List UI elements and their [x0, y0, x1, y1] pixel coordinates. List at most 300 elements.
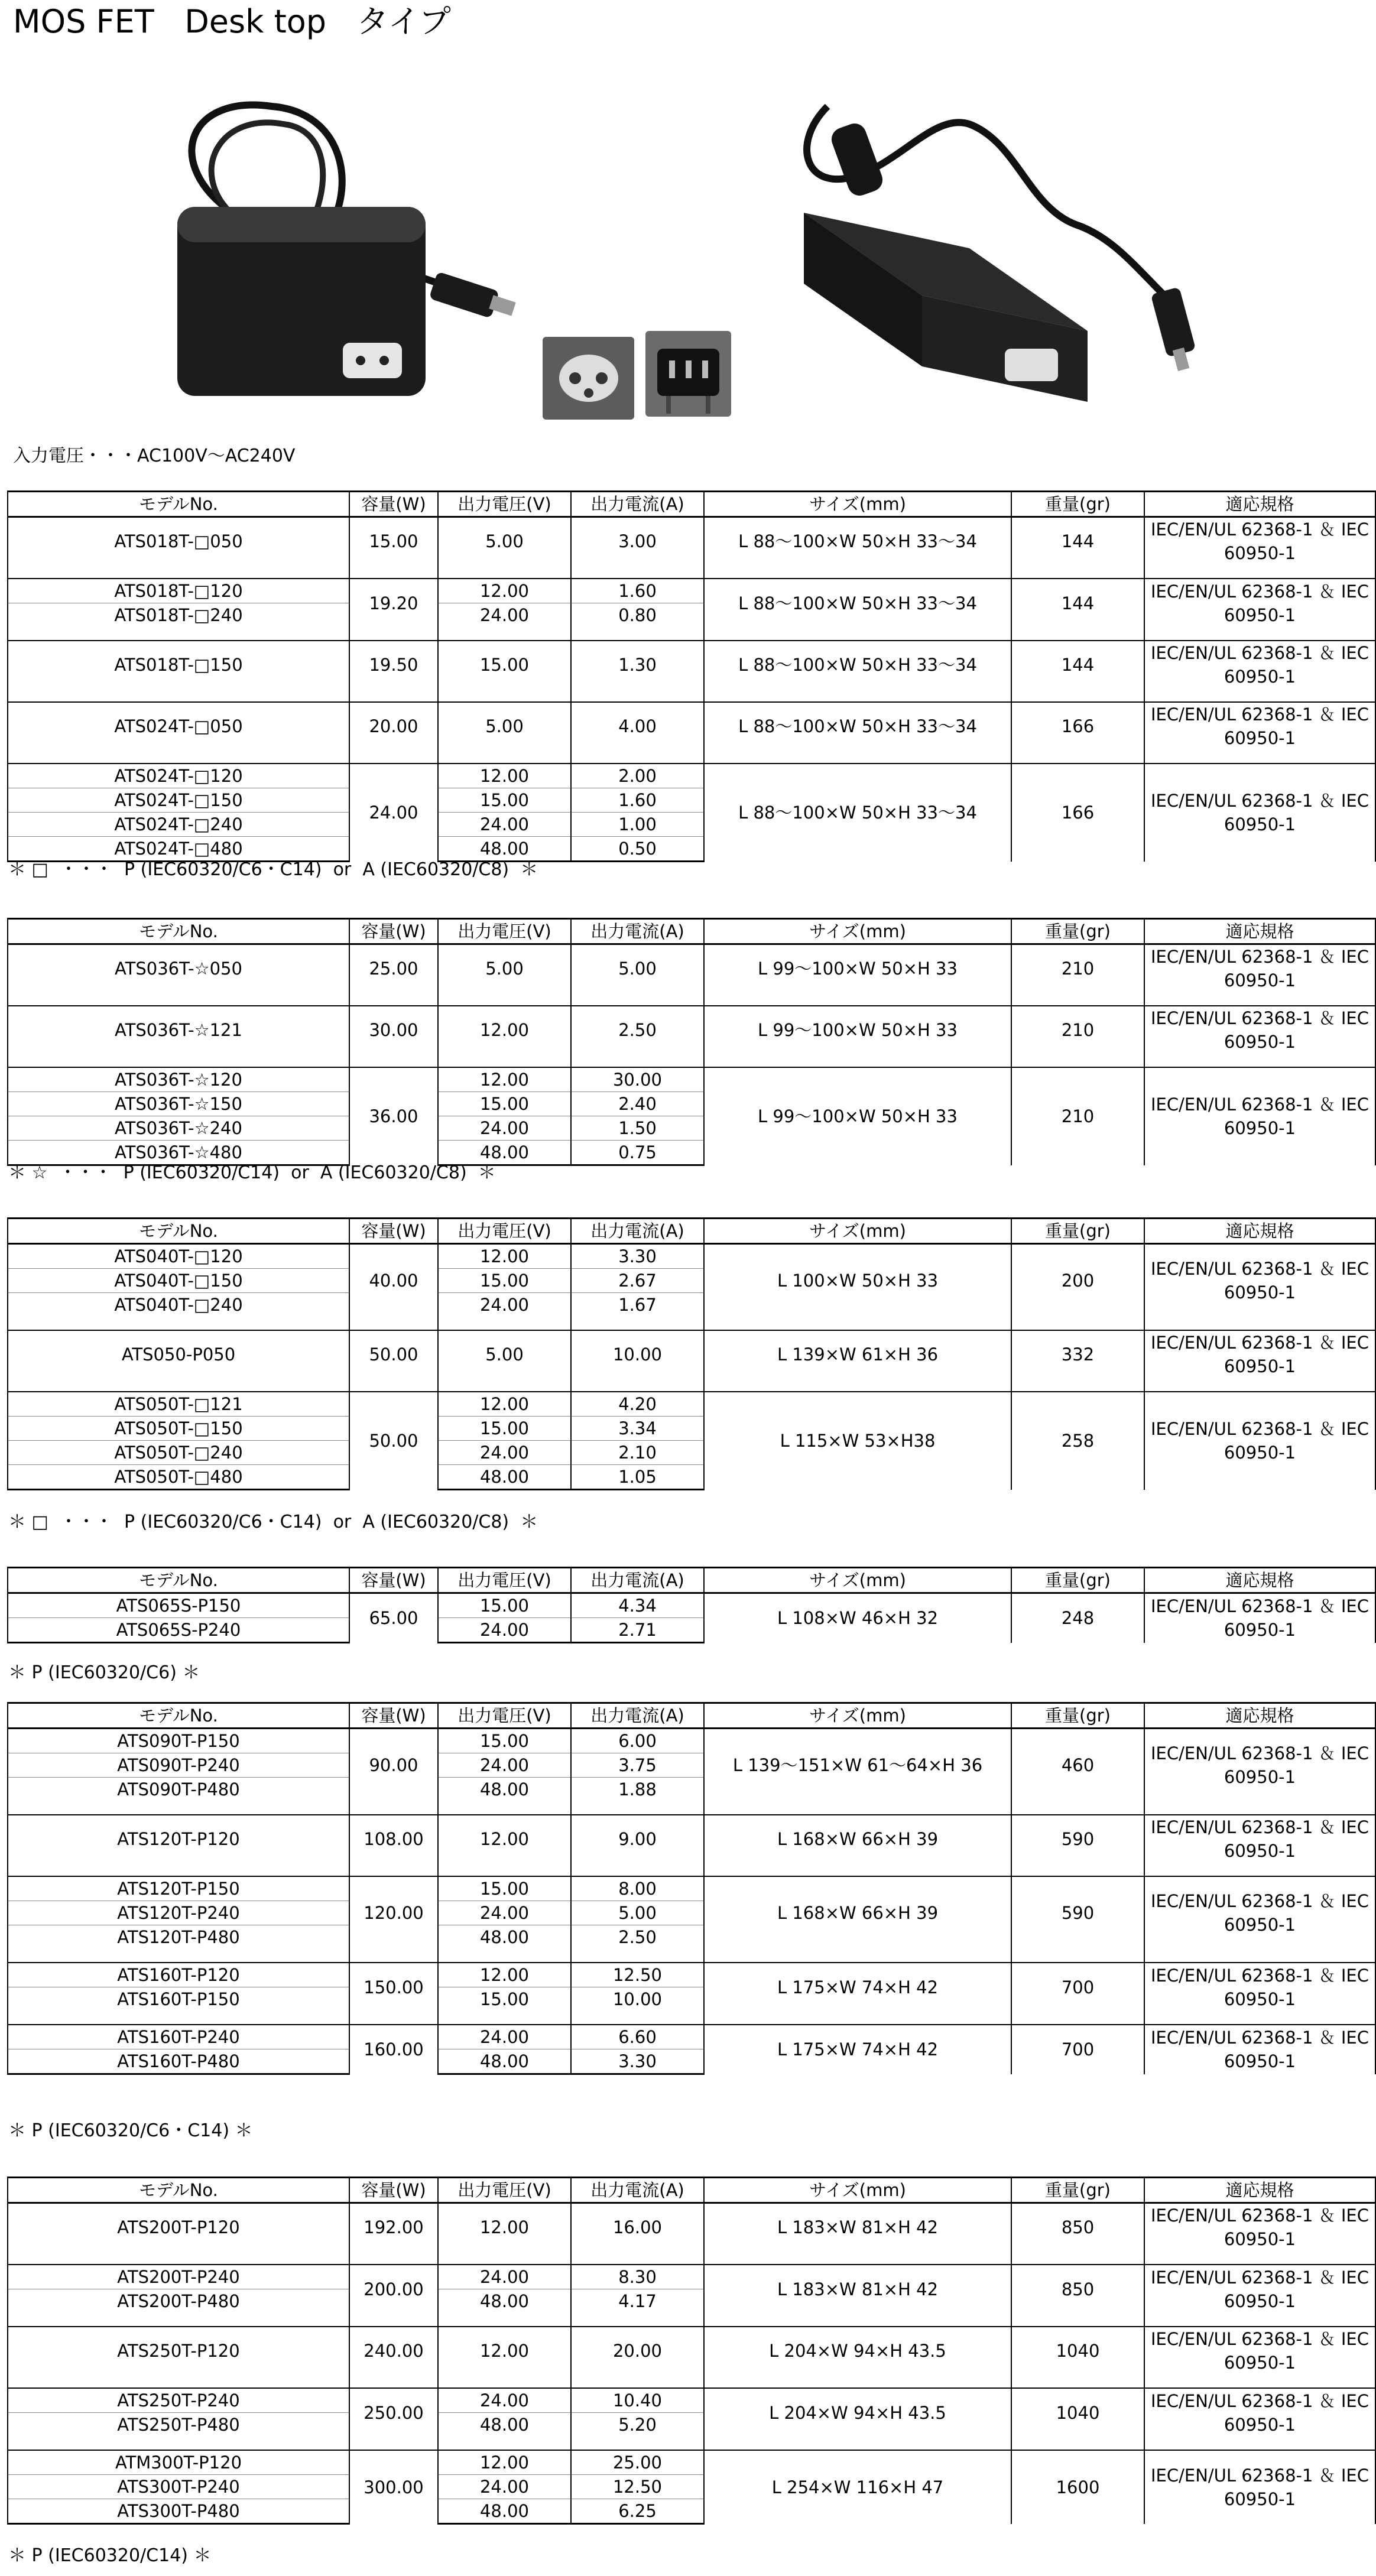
voltage-cell: 24.00: [438, 2388, 571, 2413]
size-cell: L 88～100×W 50×H 33～34: [704, 764, 1011, 862]
current-cell: 4.20: [571, 1392, 704, 1417]
column-header: 出力電流(A): [571, 1568, 704, 1593]
header-row: [8, 1703, 1375, 1729]
capacity-cell: 36.00: [349, 1067, 438, 1165]
column-header: 容量(W): [349, 492, 438, 517]
voltage-cell: 15.00: [438, 1729, 571, 1753]
weight-cell: 210: [1011, 944, 1144, 993]
size-cell: L 204×W 94×H 43.5: [704, 2327, 1011, 2374]
table-row: [8, 702, 1375, 750]
standard-cell: IEC/EN/UL 62368-1 ＆ IEC 60950-1: [1144, 2265, 1375, 2313]
table-row: [8, 1963, 1375, 1987]
group-spacer: [8, 2374, 1375, 2388]
size-cell: L 139×W 61×H 36: [704, 1330, 1011, 1378]
voltage-cell: 15.00: [438, 1593, 571, 1618]
column-header: モデルNo.: [8, 1219, 349, 1244]
voltage-cell: 12.00: [438, 1815, 571, 1863]
voltage-cell: 12.00: [438, 579, 571, 603]
column-header: モデルNo.: [8, 2178, 349, 2203]
weight-cell: 144: [1011, 641, 1144, 688]
voltage-cell: 48.00: [438, 2049, 571, 2074]
capacity-cell: 19.50: [349, 641, 438, 688]
weight-cell: 166: [1011, 702, 1144, 750]
weight-cell: 258: [1011, 1392, 1144, 1490]
voltage-cell: 15.00: [438, 788, 571, 813]
current-cell: 3.30: [571, 2049, 704, 2074]
column-header: 重量(gr): [1011, 919, 1144, 944]
table-row: [8, 1244, 1375, 1269]
table-row: [8, 517, 1375, 566]
voltage-cell: 48.00: [438, 2413, 571, 2437]
model-cell: ATS036T-☆240: [8, 1116, 349, 1141]
standard-cell: IEC/EN/UL 62368-1 ＆ IEC 60950-1: [1144, 1876, 1375, 1949]
weight-cell: 200: [1011, 1244, 1144, 1317]
current-cell: 1.67: [571, 1293, 704, 1317]
model-cell: ATS036T-☆121: [8, 1006, 349, 1054]
group-spacer: [8, 750, 1375, 764]
current-cell: 4.34: [571, 1593, 704, 1618]
model-cell: ATM300T-P120: [8, 2450, 349, 2475]
model-cell: ATS250T-P120: [8, 2327, 349, 2374]
header-row: [8, 1568, 1375, 1593]
group-spacer: [8, 1949, 1375, 1963]
model-cell: ATS250T-P240: [8, 2388, 349, 2413]
current-cell: 1.00: [571, 813, 704, 837]
model-cell: ATS300T-P480: [8, 2499, 349, 2524]
capacity-cell: 160.00: [349, 2025, 438, 2074]
current-cell: 6.25: [571, 2499, 704, 2524]
weight-cell: 700: [1011, 2025, 1144, 2074]
table-row: [8, 944, 1375, 993]
column-header: 出力電流(A): [571, 919, 704, 944]
standard-cell: IEC/EN/UL 62368-1 ＆ IEC 60950-1: [1144, 1963, 1375, 2011]
connector-note: ＊ P (IEC60320/C6) ＊: [8, 1662, 200, 1683]
table-row: [8, 1593, 1375, 1618]
page-title: MOS FET Desk top タイプ: [13, 3, 451, 40]
table-row: [8, 2025, 1375, 2049]
voltage-cell: 24.00: [438, 1441, 571, 1465]
model-cell: ATS018T-□240: [8, 603, 349, 628]
standard-cell: IEC/EN/UL 62368-1 ＆ IEC 60950-1: [1144, 944, 1375, 993]
column-header: モデルNo.: [8, 492, 349, 517]
standard-cell: IEC/EN/UL 62368-1 ＆ IEC 60950-1: [1144, 2450, 1375, 2524]
weight-cell: 1040: [1011, 2388, 1144, 2437]
capacity-cell: 150.00: [349, 1963, 438, 2011]
standard-cell: IEC/EN/UL 62368-1 ＆ IEC 60950-1: [1144, 2327, 1375, 2374]
column-header: 適応規格: [1144, 1219, 1375, 1244]
spec-table: [7, 490, 1376, 862]
model-cell: ATS065S-P240: [8, 1618, 349, 1643]
iec-c14-inlet-photo: [645, 331, 731, 417]
voltage-cell: 12.00: [438, 1006, 571, 1054]
spec-table: [7, 1567, 1376, 1643]
voltage-cell: 12.00: [438, 2450, 571, 2475]
capacity-cell: 240.00: [349, 2327, 438, 2374]
current-cell: 2.10: [571, 1441, 704, 1465]
voltage-cell: 12.00: [438, 764, 571, 788]
size-cell: L 183×W 81×H 42: [704, 2203, 1011, 2252]
current-cell: 25.00: [571, 2450, 704, 2475]
model-cell: ATS036T-☆150: [8, 1092, 349, 1116]
size-cell: L 88～100×W 50×H 33～34: [704, 702, 1011, 750]
standard-cell: IEC/EN/UL 62368-1 ＆ IEC 60950-1: [1144, 2025, 1375, 2074]
current-cell: 16.00: [571, 2203, 704, 2252]
column-header: 出力電圧(V): [438, 1703, 571, 1729]
group-spacer: [8, 2251, 1375, 2265]
column-header: モデルNo.: [8, 1568, 349, 1593]
current-cell: 0.50: [571, 837, 704, 862]
size-cell: L 175×W 74×H 42: [704, 1963, 1011, 2011]
current-cell: 3.75: [571, 1753, 704, 1778]
current-cell: 2.71: [571, 1618, 704, 1643]
group-spacer: [8, 1801, 1375, 1815]
weight-cell: 590: [1011, 1876, 1144, 1949]
column-header: 重量(gr): [1011, 1219, 1144, 1244]
weight-cell: 144: [1011, 579, 1144, 627]
model-cell: ATS018T-□150: [8, 641, 349, 688]
current-cell: 10.40: [571, 2388, 704, 2413]
column-header: モデルNo.: [8, 1703, 349, 1729]
table-row: [8, 1815, 1375, 1863]
standard-cell: IEC/EN/UL 62368-1 ＆ IEC 60950-1: [1144, 2203, 1375, 2252]
header-row: [8, 919, 1375, 944]
voltage-cell: 15.00: [438, 1417, 571, 1441]
column-header: 重量(gr): [1011, 1703, 1144, 1729]
model-cell: ATS250T-P480: [8, 2413, 349, 2437]
current-cell: 3.30: [571, 1244, 704, 1269]
connector-note: ＊ ☆ ・・・ P (IEC60320/C14) or A (IEC60320/C8) ＊: [8, 1162, 496, 1183]
product-photos: [0, 71, 1376, 449]
group-spacer: [8, 2313, 1375, 2327]
size-cell: L 88～100×W 50×H 33～34: [704, 641, 1011, 688]
model-cell: ATS018T-□050: [8, 517, 349, 566]
model-cell: ATS018T-□120: [8, 579, 349, 603]
model-cell: ATS120T-P480: [8, 1925, 349, 1950]
current-cell: 10.00: [571, 1987, 704, 2012]
spec-table-block: [7, 1217, 1375, 1490]
desktop-adapter-photo-1: [154, 71, 520, 437]
model-cell: ATS090T-P480: [8, 1778, 349, 1802]
weight-cell: 590: [1011, 1815, 1144, 1863]
standard-cell: IEC/EN/UL 62368-1 ＆ IEC 60950-1: [1144, 1244, 1375, 1317]
voltage-cell: 24.00: [438, 603, 571, 628]
current-cell: 6.60: [571, 2025, 704, 2049]
size-cell: L 99～100×W 50×H 33: [704, 1067, 1011, 1165]
size-cell: L 108×W 46×H 32: [704, 1593, 1011, 1643]
model-cell: ATS160T-P150: [8, 1987, 349, 2012]
voltage-cell: 48.00: [438, 1778, 571, 1802]
column-header: 適応規格: [1144, 492, 1375, 517]
voltage-cell: 48.00: [438, 2289, 571, 2314]
standard-cell: IEC/EN/UL 62368-1 ＆ IEC 60950-1: [1144, 702, 1375, 750]
table-row: [8, 641, 1375, 688]
connector-note: ＊ P (IEC60320/C14) ＊: [8, 2545, 212, 2566]
spec-table: [7, 1217, 1376, 1490]
group-spacer: [8, 1054, 1375, 1067]
voltage-cell: 12.00: [438, 1067, 571, 1092]
capacity-cell: 15.00: [349, 517, 438, 566]
voltage-cell: 5.00: [438, 1330, 571, 1378]
spec-table: [7, 1702, 1376, 2075]
model-cell: ATS040T-□150: [8, 1269, 349, 1293]
current-cell: 5.20: [571, 2413, 704, 2437]
size-cell: L 115×W 53×H38: [704, 1392, 1011, 1490]
column-header: 出力電流(A): [571, 1703, 704, 1729]
voltage-cell: 5.00: [438, 702, 571, 750]
spec-table: [7, 2177, 1376, 2525]
weight-cell: 850: [1011, 2203, 1144, 2252]
weight-cell: 460: [1011, 1729, 1144, 1802]
column-header: 容量(W): [349, 1219, 438, 1244]
column-header: 出力電圧(V): [438, 1219, 571, 1244]
voltage-cell: 48.00: [438, 2499, 571, 2524]
weight-cell: 210: [1011, 1067, 1144, 1165]
voltage-cell: 48.00: [438, 1465, 571, 1490]
group-spacer: [8, 1863, 1375, 1876]
size-cell: L 168×W 66×H 39: [704, 1815, 1011, 1863]
voltage-cell: 24.00: [438, 1293, 571, 1317]
column-header: 容量(W): [349, 1568, 438, 1593]
model-cell: ATS090T-P150: [8, 1729, 349, 1753]
voltage-cell: 48.00: [438, 837, 571, 862]
column-header: 出力電流(A): [571, 1219, 704, 1244]
spec-table-block: [7, 1567, 1375, 1643]
column-header: 重量(gr): [1011, 492, 1144, 517]
table-row: [8, 1067, 1375, 1092]
size-cell: L 99～100×W 50×H 33: [704, 1006, 1011, 1054]
group-spacer: [8, 627, 1375, 641]
model-cell: ATS050T-□480: [8, 1465, 349, 1490]
model-cell: ATS024T-□480: [8, 837, 349, 862]
model-cell: ATS024T-□150: [8, 788, 349, 813]
capacity-cell: 250.00: [349, 2388, 438, 2437]
model-cell: ATS160T-P480: [8, 2049, 349, 2074]
weight-cell: 144: [1011, 517, 1144, 566]
model-cell: ATS050-P050: [8, 1330, 349, 1378]
size-cell: L 168×W 66×H 39: [704, 1876, 1011, 1949]
column-header: 重量(gr): [1011, 1568, 1144, 1593]
column-header: 出力電圧(V): [438, 919, 571, 944]
voltage-cell: 24.00: [438, 1618, 571, 1643]
standard-cell: IEC/EN/UL 62368-1 ＆ IEC 60950-1: [1144, 641, 1375, 688]
column-header: モデルNo.: [8, 919, 349, 944]
model-cell: ATS120T-P120: [8, 1815, 349, 1863]
column-header: 容量(W): [349, 1703, 438, 1729]
capacity-cell: 25.00: [349, 944, 438, 993]
column-header: 容量(W): [349, 2178, 438, 2203]
current-cell: 9.00: [571, 1815, 704, 1863]
capacity-cell: 19.20: [349, 579, 438, 627]
group-spacer: [8, 2011, 1375, 2025]
standard-cell: IEC/EN/UL 62368-1 ＆ IEC 60950-1: [1144, 1593, 1375, 1643]
current-cell: 8.00: [571, 1876, 704, 1901]
weight-cell: 166: [1011, 764, 1144, 862]
weight-cell: 850: [1011, 2265, 1144, 2313]
model-cell: ATS300T-P240: [8, 2475, 349, 2499]
model-cell: ATS050T-□240: [8, 1441, 349, 1465]
voltage-cell: 48.00: [438, 1925, 571, 1950]
capacity-cell: 50.00: [349, 1330, 438, 1378]
group-spacer: [8, 992, 1375, 1006]
capacity-cell: 40.00: [349, 1244, 438, 1317]
iec-c8-inlet-photo: [543, 337, 634, 420]
weight-cell: 700: [1011, 1963, 1144, 2011]
column-header: サイズ(mm): [704, 1568, 1011, 1593]
current-cell: 1.50: [571, 1116, 704, 1141]
model-cell: ATS036T-☆050: [8, 944, 349, 993]
column-header: 出力電流(A): [571, 2178, 704, 2203]
capacity-cell: 65.00: [349, 1593, 438, 1643]
size-cell: L 175×W 74×H 42: [704, 2025, 1011, 2074]
spec-table-block: [7, 2177, 1375, 2525]
current-cell: 2.00: [571, 764, 704, 788]
model-cell: ATS200T-P480: [8, 2289, 349, 2314]
current-cell: 4.17: [571, 2289, 704, 2314]
current-cell: 1.60: [571, 788, 704, 813]
capacity-cell: 200.00: [349, 2265, 438, 2313]
model-cell: ATS050T-□150: [8, 1417, 349, 1441]
capacity-cell: 90.00: [349, 1729, 438, 1802]
column-header: 適応規格: [1144, 2178, 1375, 2203]
group-spacer: [8, 1317, 1375, 1330]
model-cell: ATS024T-□050: [8, 702, 349, 750]
standard-cell: IEC/EN/UL 62368-1 ＆ IEC 60950-1: [1144, 1392, 1375, 1490]
size-cell: L 99～100×W 50×H 33: [704, 944, 1011, 993]
current-cell: 1.88: [571, 1778, 704, 1802]
standard-cell: IEC/EN/UL 62368-1 ＆ IEC 60950-1: [1144, 1815, 1375, 1863]
spec-table-block: [7, 490, 1375, 862]
standard-cell: IEC/EN/UL 62368-1 ＆ IEC 60950-1: [1144, 1006, 1375, 1054]
model-cell: ATS040T-□120: [8, 1244, 349, 1269]
weight-cell: 332: [1011, 1330, 1144, 1378]
size-cell: L 254×W 116×H 47: [704, 2450, 1011, 2524]
header-row: [8, 1219, 1375, 1244]
connector-note: ＊ P (IEC60320/C6・C14) ＊: [8, 2120, 253, 2141]
capacity-cell: 108.00: [349, 1815, 438, 1863]
weight-cell: 1040: [1011, 2327, 1144, 2374]
standard-cell: IEC/EN/UL 62368-1 ＆ IEC 60950-1: [1144, 1729, 1375, 1802]
voltage-cell: 24.00: [438, 2475, 571, 2499]
table-row: [8, 1006, 1375, 1054]
weight-cell: 248: [1011, 1593, 1144, 1643]
voltage-cell: 48.00: [438, 1141, 571, 1165]
standard-cell: IEC/EN/UL 62368-1 ＆ IEC 60950-1: [1144, 2388, 1375, 2437]
model-cell: ATS036T-☆480: [8, 1141, 349, 1165]
model-cell: ATS200T-P240: [8, 2265, 349, 2289]
spec-table-block: [7, 918, 1375, 1166]
current-cell: 10.00: [571, 1330, 704, 1378]
weight-cell: 210: [1011, 1006, 1144, 1054]
current-cell: 2.40: [571, 1092, 704, 1116]
spec-table: [7, 918, 1376, 1166]
standard-cell: IEC/EN/UL 62368-1 ＆ IEC 60950-1: [1144, 764, 1375, 862]
current-cell: 6.00: [571, 1729, 704, 1753]
size-cell: L 88～100×W 50×H 33～34: [704, 517, 1011, 566]
table-row: [8, 1330, 1375, 1378]
column-header: 適応規格: [1144, 919, 1375, 944]
current-cell: 3.34: [571, 1417, 704, 1441]
column-header: サイズ(mm): [704, 1703, 1011, 1729]
voltage-cell: 24.00: [438, 2265, 571, 2289]
model-cell: ATS200T-P120: [8, 2203, 349, 2252]
capacity-cell: 20.00: [349, 702, 438, 750]
model-cell: ATS050T-□121: [8, 1392, 349, 1417]
capacity-cell: 24.00: [349, 764, 438, 862]
table-row: [8, 1729, 1375, 1753]
column-header: 出力電流(A): [571, 492, 704, 517]
group-spacer: [8, 688, 1375, 702]
model-cell: ATS120T-P150: [8, 1876, 349, 1901]
standard-cell: IEC/EN/UL 62368-1 ＆ IEC 60950-1: [1144, 517, 1375, 566]
table-row: [8, 2265, 1375, 2289]
standard-cell: IEC/EN/UL 62368-1 ＆ IEC 60950-1: [1144, 1067, 1375, 1165]
table-row: [8, 764, 1375, 788]
standard-cell: IEC/EN/UL 62368-1 ＆ IEC 60950-1: [1144, 579, 1375, 627]
column-header: サイズ(mm): [704, 1219, 1011, 1244]
column-header: 適応規格: [1144, 1568, 1375, 1593]
current-cell: 1.05: [571, 1465, 704, 1490]
current-cell: 1.30: [571, 641, 704, 688]
voltage-cell: 12.00: [438, 1963, 571, 1987]
current-cell: 20.00: [571, 2327, 704, 2374]
group-spacer: [8, 565, 1375, 579]
size-cell: L 183×W 81×H 42: [704, 2265, 1011, 2313]
current-cell: 5.00: [571, 1901, 704, 1925]
column-header: 出力電圧(V): [438, 2178, 571, 2203]
table-row: [8, 1876, 1375, 1901]
model-cell: ATS036T-☆120: [8, 1067, 349, 1092]
voltage-cell: 15.00: [438, 1092, 571, 1116]
current-cell: 0.75: [571, 1141, 704, 1165]
header-row: [8, 492, 1375, 517]
column-header: サイズ(mm): [704, 2178, 1011, 2203]
model-cell: ATS160T-P120: [8, 1963, 349, 1987]
current-cell: 30.00: [571, 1067, 704, 1092]
voltage-cell: 15.00: [438, 1876, 571, 1901]
column-header: 出力電圧(V): [438, 1568, 571, 1593]
header-row: [8, 2178, 1375, 2203]
capacity-cell: 120.00: [349, 1876, 438, 1949]
size-cell: L 139～151×W 61～64×H 36: [704, 1729, 1011, 1802]
column-header: 容量(W): [349, 919, 438, 944]
model-cell: ATS024T-□240: [8, 813, 349, 837]
column-header: 重量(gr): [1011, 2178, 1144, 2203]
size-cell: L 204×W 94×H 43.5: [704, 2388, 1011, 2437]
model-cell: ATS120T-P240: [8, 1901, 349, 1925]
current-cell: 4.00: [571, 702, 704, 750]
table-row: [8, 579, 1375, 603]
voltage-cell: 5.00: [438, 944, 571, 993]
column-header: 出力電圧(V): [438, 492, 571, 517]
desktop-adapter-photo-2: [780, 71, 1253, 437]
capacity-cell: 50.00: [349, 1392, 438, 1490]
column-header: サイズ(mm): [704, 492, 1011, 517]
voltage-cell: 24.00: [438, 813, 571, 837]
column-header: サイズ(mm): [704, 919, 1011, 944]
connector-note: ＊ □ ・・・ P (IEC60320/C6・C14) or A (IEC60320/C8) ＊: [8, 1512, 538, 1532]
group-spacer: [8, 1378, 1375, 1392]
current-cell: 0.80: [571, 603, 704, 628]
input-voltage-note: 入力電圧・・・AC100V～AC240V: [13, 446, 296, 466]
voltage-cell: 12.00: [438, 1392, 571, 1417]
voltage-cell: 12.00: [438, 1244, 571, 1269]
table-row: [8, 2203, 1375, 2252]
current-cell: 12.50: [571, 2475, 704, 2499]
voltage-cell: 15.00: [438, 641, 571, 688]
voltage-cell: 15.00: [438, 1987, 571, 2012]
current-cell: 12.50: [571, 1963, 704, 1987]
size-cell: L 100×W 50×H 33: [704, 1244, 1011, 1317]
